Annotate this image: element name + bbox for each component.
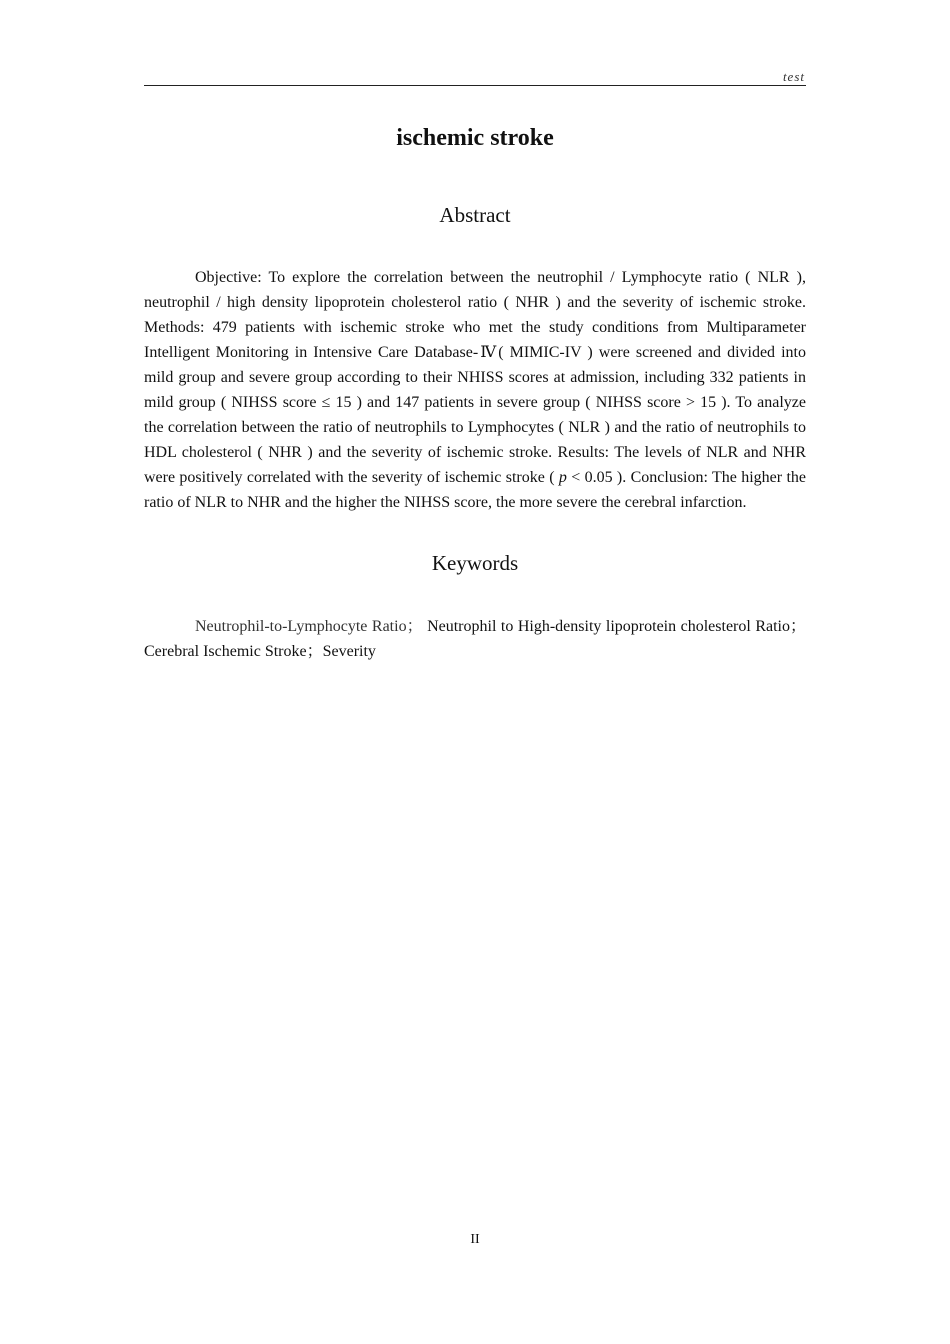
running-header: test: [782, 69, 805, 84]
abstract-heading: Abstract: [439, 203, 511, 227]
p-value-symbol: p: [558, 469, 567, 486]
header-rule: [144, 85, 806, 86]
page-number: II: [470, 1232, 480, 1247]
keywords-heading: Keywords: [431, 551, 519, 575]
abstract-text-part: < 0.05 ). Conclusion: The higher the ratio of NLR to NHR and the higher the NIHSS score, the more severe the cerebral infarction.: [144, 469, 806, 511]
keywords-paragraph: [144, 614, 806, 664]
abstract-text-part: Objective: To explore the correlation between the neutrophil / Lymphocyte ratio ( NLR ), neutrophil / high density lipoprotein cholesterol ratio ( NHR ) and the severity of ischemic stroke. Methods: 479 patients with ischemic stroke who met the study conditions from Multiparameter Intelligent Monitoring in Intensive Care Database-Ⅳ( MIMIC-IV ) were screened and divided into mild group and severe group according to their NHISS scores at admission, including 332 patients in mild group ( NIHSS score ≤ 15 ) and 147 patients in severe group ( NIHSS score > 15 ). To analyze the correlation between the ratio of neutrophils to Lymphocytes ( NLR ) and the ratio of neutrophils to HDL cholesterol ( NHR ) and the severity of ischemic stroke. Results: The levels of NLR and NHR were positively correlated with the severity of ischemic stroke (: [144, 269, 806, 486]
keywords-rest: Neutrophil to High-density lipoprotein cholesterol Ratio；Cerebral Ischemic Stroke；Severity: [144, 618, 806, 660]
keyword-first: Neutrophil-to-Lymphocyte Ratio；: [195, 618, 423, 635]
document-title: ischemic stroke: [396, 125, 554, 151]
abstract-paragraph: [144, 265, 806, 515]
